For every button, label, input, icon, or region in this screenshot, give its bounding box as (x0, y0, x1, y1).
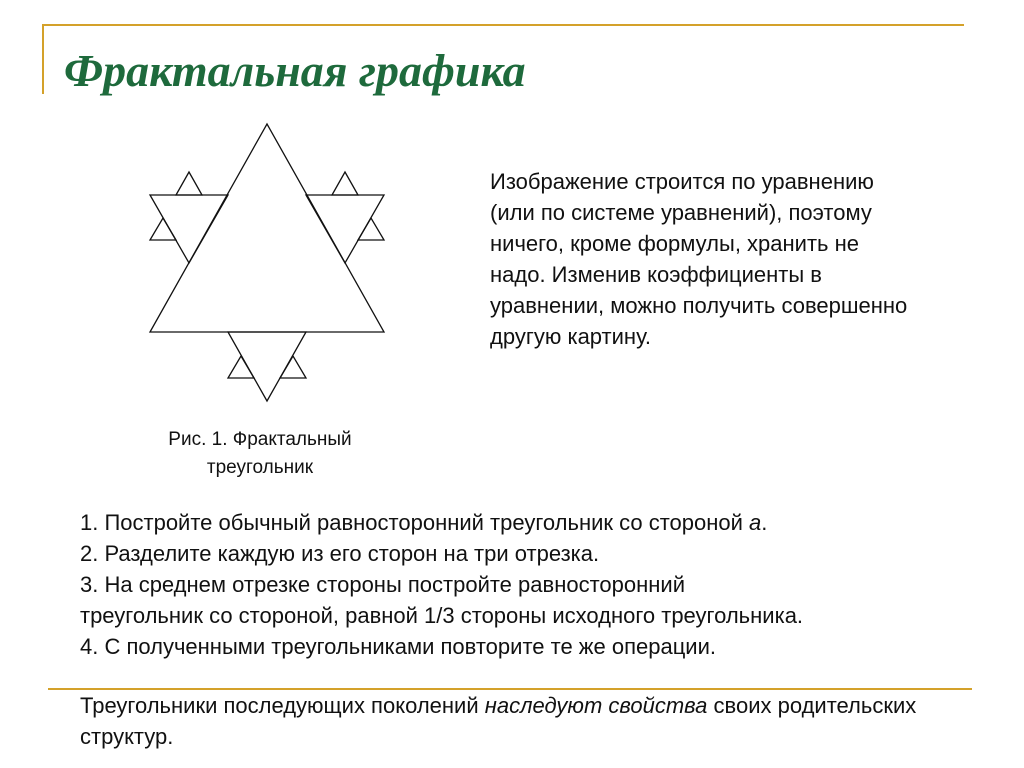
small-triangle-4 (358, 218, 384, 240)
step-2: 2. Разделите каждую из его сторон на три отрезка. (80, 541, 600, 566)
step-1-text: 1. Постройте обычный равносторонний треугольник со стороной (80, 510, 750, 535)
step-3b: треугольник со стороной, равной 1/3 стороны исходного треугольника. (80, 603, 804, 628)
left-accent-line (42, 24, 44, 94)
small-triangle-3 (332, 172, 358, 195)
description-text: Изображение строится по уравнению (или по системе уравнений), поэтому ничего, кроме формулы, хранить не надо. Изменив коэффициенты в уравнении, можно получить совершенно другую картину. (490, 169, 908, 349)
small-triangle-1 (176, 172, 202, 195)
caption-line-1: Рис. 1. Фрактальный (168, 429, 352, 450)
step-4: 4. С полученными треугольниками повторите те же операции. (80, 634, 717, 659)
step-1 (80, 507, 960, 538)
conclusion-text (80, 690, 960, 752)
figure-caption (130, 426, 390, 482)
bottom-sub-triangle (228, 332, 306, 401)
left-sub-triangle (150, 195, 228, 263)
top-accent-line (42, 24, 964, 26)
right-sub-triangle (306, 195, 384, 263)
conclusion-after: своих родительских структур. (80, 693, 917, 749)
step-1-end: . (761, 510, 768, 535)
slide-title: Фрактальная графика (64, 45, 526, 96)
step-3a: 3. На среднем отрезке стороны постройте равносторонний (80, 572, 685, 597)
step-1-variable: а (749, 510, 762, 535)
conclusion-italic: наследуют свойства (484, 693, 708, 718)
small-triangle-5 (228, 356, 254, 378)
conclusion-before: Треугольники последующих поколений (80, 693, 485, 718)
small-triangle-6 (280, 356, 306, 378)
steps-list (80, 507, 960, 662)
main-triangle (150, 124, 384, 332)
fractal-triangle-figure (140, 118, 394, 408)
small-triangle-2 (150, 218, 176, 240)
caption-line-2: треугольник (206, 457, 314, 478)
